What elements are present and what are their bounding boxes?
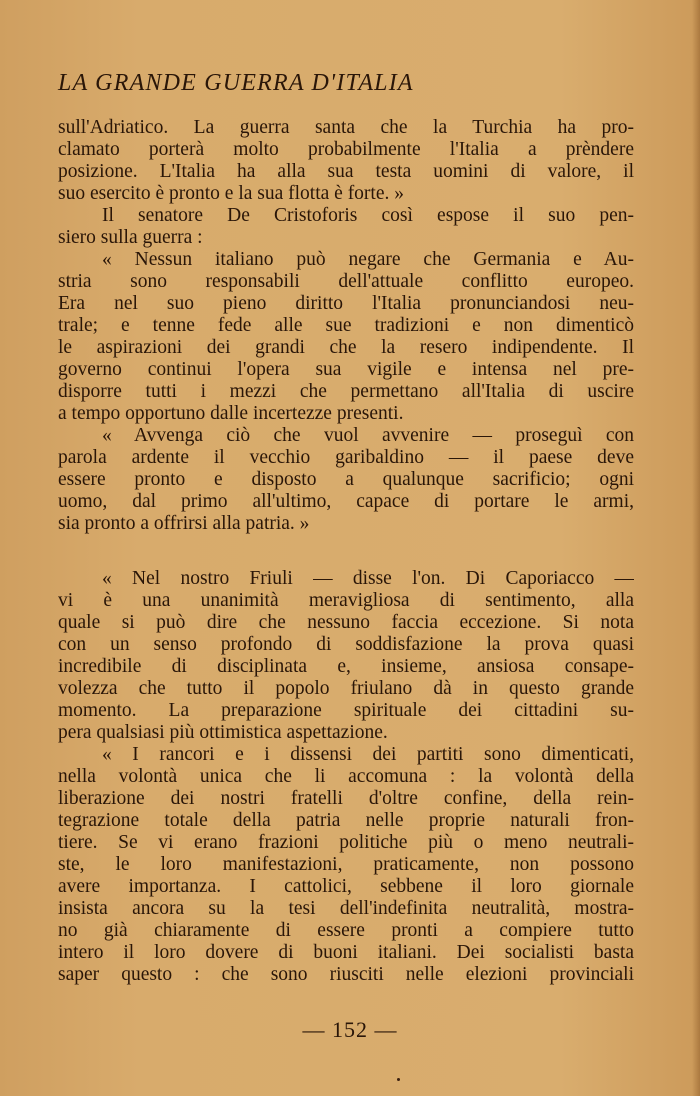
- text-line: vi è una unanimità meravigliosa di sentimento, alla: [58, 590, 634, 611]
- text-line: con un senso profondo di soddisfazione la prova quasi: [58, 634, 634, 655]
- text-line: suo esercito è pronto e la sua flotta è forte. »: [58, 183, 405, 204]
- text-line: Era nel suo pieno diritto l'Italia pronunciandosi neu-: [58, 293, 634, 314]
- text-line: « Nessun italiano può negare che Germania e Au-: [102, 249, 634, 270]
- text-line: stria sono responsabili dell'attuale conflitto europeo.: [58, 271, 634, 292]
- text-line: a tempo opportuno dalle incertezze presenti.: [58, 403, 404, 424]
- text-line: le aspirazioni dei grandi che la resero indipendente. Il: [58, 337, 634, 358]
- text-line: sia pronto a offrirsi alla patria. »: [58, 513, 310, 534]
- text-line: posizione. L'Italia ha alla sua testa uomini di valore, il: [58, 161, 634, 182]
- text-line: no già chiaramente di essere pronti a compiere tutto: [58, 920, 634, 941]
- text-line: incredibile di disciplinata e, insieme, ansiosa consape-: [58, 656, 634, 677]
- paper-speck: [397, 1078, 400, 1081]
- text-line: uomo, dal primo all'ultimo, capace di portare le armi,: [58, 491, 634, 512]
- text-line: essere pronto e disposto a qualunque sacrificio; ogni: [58, 469, 634, 490]
- text-line: pera qualsiasi più ottimistica aspettazione.: [58, 722, 388, 743]
- text-line: clamato porterà molto probabilmente l'Italia a prèndere: [58, 139, 634, 160]
- text-line: nella volontà unica che li accomuna : la volontà della: [58, 766, 634, 787]
- text-line: disporre tutti i mezzi che permettano all'Italia di uscire: [58, 381, 634, 402]
- text-line: tegrazione totale della patria nelle proprie naturali fron-: [58, 810, 634, 831]
- text-line: quale si può dire che nessuno faccia eccezione. Si nota: [58, 612, 634, 633]
- text-line: liberazione dei nostri fratelli d'oltre confine, della rein-: [58, 788, 634, 809]
- text-line: intero il loro dovere di buoni italiani. Dei socialisti basta: [58, 942, 634, 963]
- text-line: « Avvenga ciò che vuol avvenire — proseguì con: [102, 425, 634, 446]
- section-gap: [58, 535, 634, 568]
- text-line: avere importanza. I cattolici, sebbene il loro giornale: [58, 876, 634, 897]
- text-line: « I rancori e i dissensi dei partiti sono dimenticati,: [102, 744, 634, 765]
- text-line: parola ardente il vecchio garibaldino — il paese deve: [58, 447, 634, 468]
- text-line: volezza che tutto il popolo friulano dà in questo grande: [58, 678, 634, 699]
- text-line: trale; e tenne fede alle sue tradizioni e non dimenticò: [58, 315, 634, 336]
- page-edge-shadow: [692, 0, 700, 1096]
- text-line: sull'Adriatico. La guerra santa che la Turchia ha pro-: [58, 117, 634, 138]
- text-line: momento. La preparazione spirituale dei cittadini su-: [58, 700, 634, 721]
- text-line: Il senatore De Cristoforis così espose il suo pen-: [102, 205, 634, 226]
- page-number: — 152 —: [302, 1017, 398, 1042]
- text-line: ste, le loro manifestazioni, praticamente, non possono: [58, 854, 634, 875]
- text-line: tiere. Se vi erano frazioni politiche più o meno neutrali-: [58, 832, 634, 853]
- body-text: [58, 117, 634, 986]
- text-line: siero sulla guerra :: [58, 227, 203, 248]
- text-line: insista ancora su la tesi dell'indefinita neutralità, mostra-: [58, 898, 634, 919]
- running-head: LA GRANDE GUERRA D'ITALIA: [58, 70, 414, 96]
- text-line: saper questo : che sono riusciti nelle elezioni provinciali: [58, 964, 634, 985]
- text-line: governo continui l'opera sua vigile e intensa nel pre-: [58, 359, 634, 380]
- text-line: « Nel nostro Friuli — disse l'on. Di Caporiacco —: [102, 568, 634, 589]
